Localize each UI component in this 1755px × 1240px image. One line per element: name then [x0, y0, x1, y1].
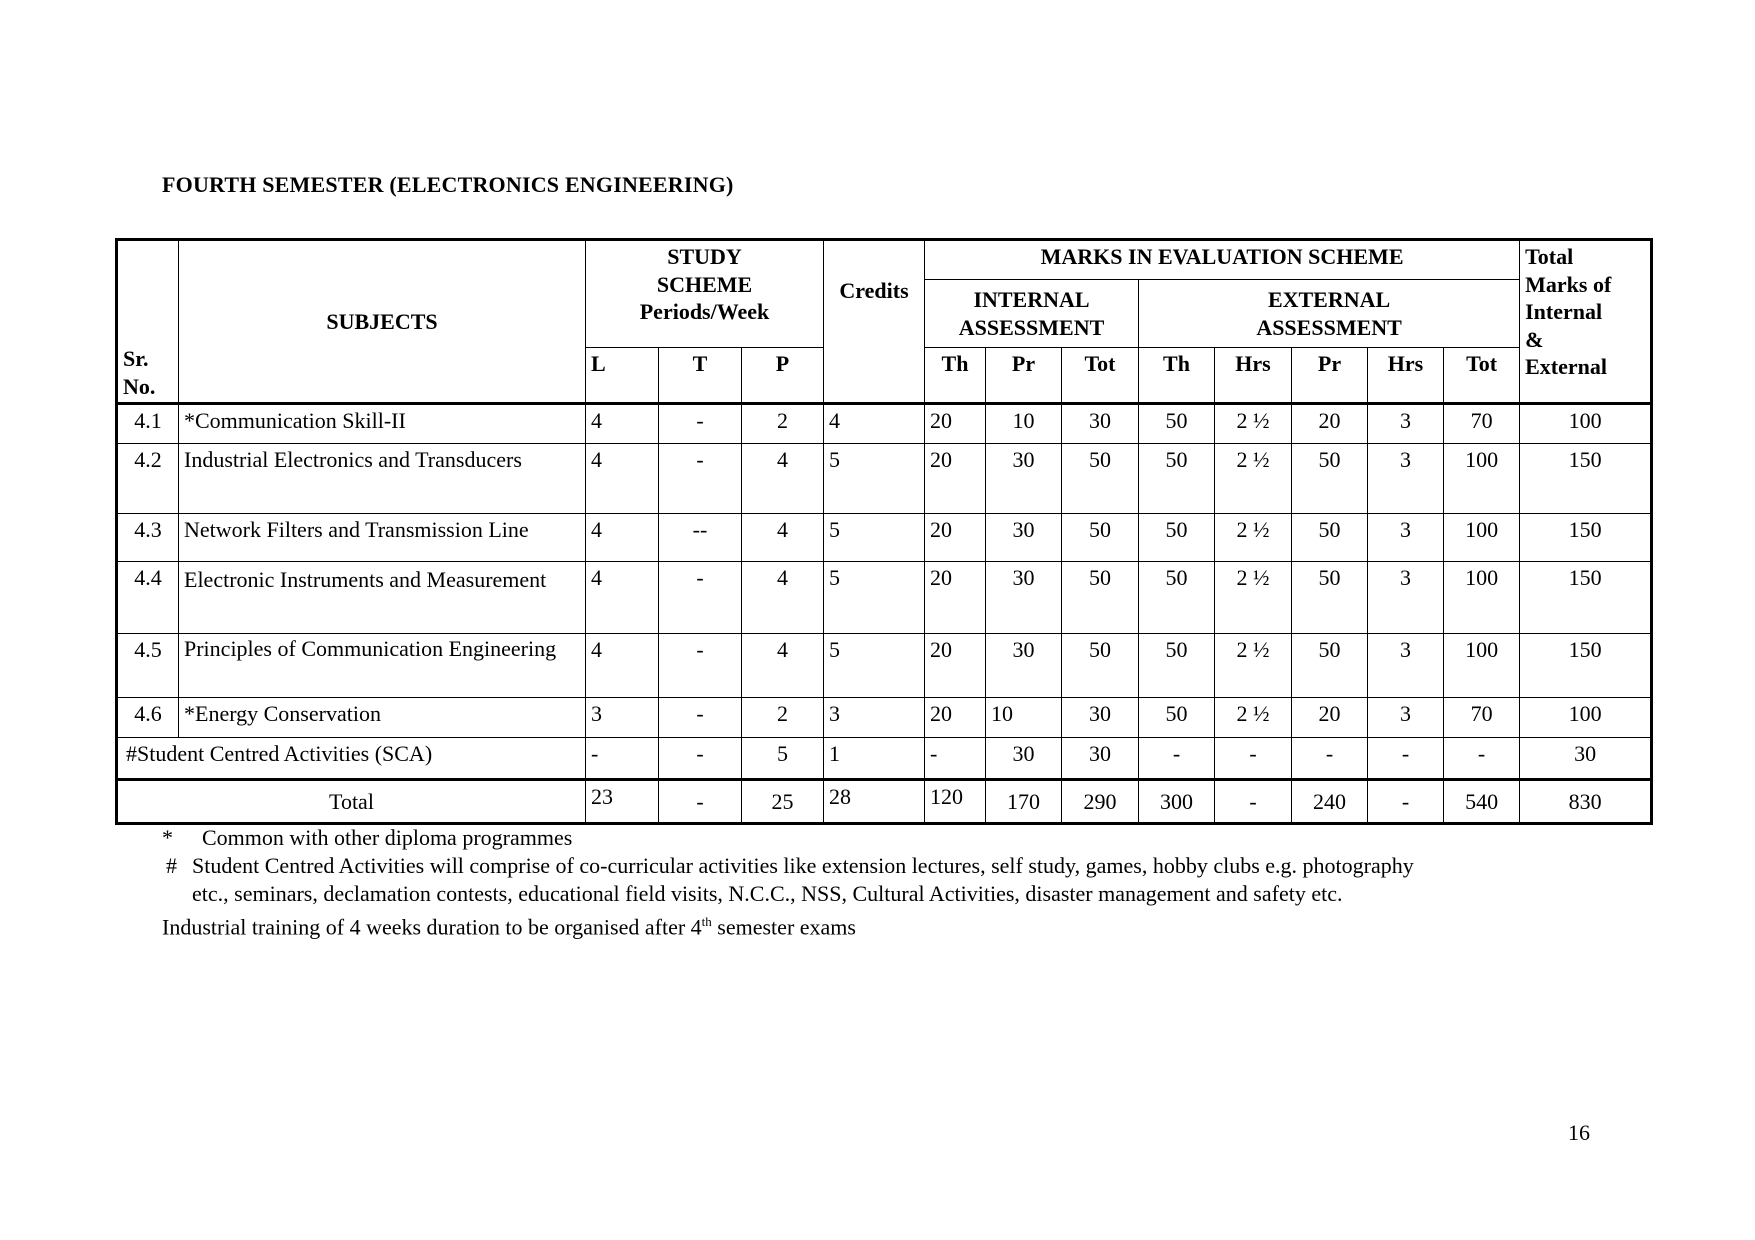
cell-total-marks: 30	[1520, 738, 1652, 780]
cell-ext-pr-hrs: 3	[1368, 444, 1444, 514]
header-t: T	[659, 348, 742, 404]
cell-l: 4	[586, 562, 659, 634]
cell-int-pr: 30	[986, 514, 1062, 562]
cell-p: 2	[742, 698, 824, 738]
cell-int-tot: 50	[1062, 444, 1139, 514]
cell-t: -	[659, 634, 742, 698]
cell-ext-th-hrs: 2 ½	[1215, 634, 1292, 698]
cell-int-pr: 10	[986, 404, 1062, 444]
cell-int-th: 20	[925, 562, 986, 634]
footnote-common	[162, 824, 1414, 852]
training-text-sup: th	[701, 914, 712, 929]
total-ext-th-hrs: -	[1215, 780, 1292, 824]
table-row	[117, 698, 1652, 738]
cell-int-pr: 30	[986, 738, 1062, 780]
cell-t: -	[659, 404, 742, 444]
cell-ext-th-hrs: 2 ½	[1215, 444, 1292, 514]
evaluation-scheme-table	[115, 238, 1653, 825]
cell-int-tot: 50	[1062, 514, 1139, 562]
total-p: 25	[742, 780, 824, 824]
header-total-marks: Total Marks of Internal & External	[1520, 240, 1652, 404]
header-external: EXTERNAL ASSESSMENT	[1139, 280, 1520, 348]
cell-t: -	[659, 738, 742, 780]
cell-p: 5	[742, 738, 824, 780]
cell-total-marks: 150	[1520, 634, 1652, 698]
table-row	[117, 634, 1652, 698]
cell-ext-th: 50	[1139, 562, 1215, 634]
cell-ext-tot: 100	[1444, 562, 1520, 634]
header-ext-th: Th	[1139, 348, 1215, 404]
header-sr-no: Sr. No.	[117, 240, 179, 404]
cell-t: -	[659, 698, 742, 738]
cell-l: 4	[586, 404, 659, 444]
cell-ext-tot: 100	[1444, 634, 1520, 698]
sca-label: #Student Centred Activities (SCA)	[117, 738, 586, 780]
total-int-pr: 170	[986, 780, 1062, 824]
cell-credits: 5	[824, 514, 925, 562]
cell-credits: 4	[824, 404, 925, 444]
cell-int-th: 20	[925, 514, 986, 562]
total-t: -	[659, 780, 742, 824]
cell-l: 4	[586, 634, 659, 698]
cell-p: 4	[742, 562, 824, 634]
header-int-tot: Tot	[1062, 348, 1139, 404]
cell-int-tot: 30	[1062, 404, 1139, 444]
row-subject: *Communication Skill-II	[179, 404, 586, 444]
table-row	[117, 404, 1652, 444]
cell-t: -	[659, 444, 742, 514]
cell-ext-pr-hrs: 3	[1368, 562, 1444, 634]
total-marks: 830	[1520, 780, 1652, 824]
header-int-pr: Pr	[986, 348, 1062, 404]
row-subject: Principles of Communication Engineering	[179, 634, 586, 698]
cell-total-marks: 100	[1520, 698, 1652, 738]
cell-int-th: 20	[925, 444, 986, 514]
row-subject: Electronic Instruments and Measurement	[179, 562, 586, 634]
total-credits: 28	[824, 780, 925, 824]
page-number: 16	[1568, 1120, 1590, 1145]
cell-ext-th: 50	[1139, 444, 1215, 514]
cell-ext-pr: 20	[1292, 404, 1368, 444]
total-label: Total	[117, 780, 586, 824]
cell-ext-th-hrs: 2 ½	[1215, 562, 1292, 634]
cell-int-pr: 10	[986, 698, 1062, 738]
cell-l: -	[586, 738, 659, 780]
cell-ext-th-hrs: 2 ½	[1215, 698, 1292, 738]
cell-credits: 5	[824, 634, 925, 698]
row-subject: *Energy Conservation	[179, 698, 586, 738]
cell-int-tot: 30	[1062, 698, 1139, 738]
total-ext-pr-hrs: -	[1368, 780, 1444, 824]
row-sr: 4.1	[117, 404, 179, 444]
cell-l: 4	[586, 514, 659, 562]
row-sr: 4.6	[117, 698, 179, 738]
footnote-sca-continued	[162, 880, 1414, 908]
header-credits: Credits	[824, 240, 925, 404]
page-heading: FOURTH SEMESTER (ELECTRONICS ENGINEERING)	[162, 172, 734, 197]
cell-ext-pr: 50	[1292, 562, 1368, 634]
header-int-th: Th	[925, 348, 986, 404]
cell-ext-th: -	[1139, 738, 1215, 780]
total-ext-th: 300	[1139, 780, 1215, 824]
cell-ext-th: 50	[1139, 698, 1215, 738]
cell-p: 4	[742, 514, 824, 562]
header-marks-scheme: MARKS IN EVALUATION SCHEME	[925, 240, 1520, 280]
footnote-industrial-training	[162, 908, 1414, 941]
table-row	[117, 444, 1652, 514]
header-ext-pr-hrs: Hrs	[1368, 348, 1444, 404]
cell-int-tot: 30	[1062, 738, 1139, 780]
cell-ext-tot: -	[1444, 738, 1520, 780]
row-sr: 4.2	[117, 444, 179, 514]
cell-ext-pr-hrs: 3	[1368, 698, 1444, 738]
cell-p: 4	[742, 444, 824, 514]
total-row	[117, 780, 1652, 824]
footnotes	[162, 824, 1414, 941]
header-ext-th-hrs: Hrs	[1215, 348, 1292, 404]
cell-credits: 5	[824, 562, 925, 634]
footnote-sca-line2: etc., seminars, declamation contests, educational field visits, N.C.C., NSS, Cultural Activities, disaster management and safety etc.	[192, 881, 1343, 906]
cell-total-marks: 100	[1520, 404, 1652, 444]
cell-int-th: -	[925, 738, 986, 780]
cell-total-marks: 150	[1520, 444, 1652, 514]
cell-credits: 1	[824, 738, 925, 780]
sca-row	[117, 738, 1652, 780]
cell-int-tot: 50	[1062, 634, 1139, 698]
table-row	[117, 514, 1652, 562]
cell-t: --	[659, 514, 742, 562]
cell-ext-tot: 100	[1444, 444, 1520, 514]
cell-ext-th: 50	[1139, 634, 1215, 698]
header-p: P	[742, 348, 824, 404]
cell-credits: 3	[824, 698, 925, 738]
footnote-hash: #	[166, 853, 177, 878]
cell-ext-pr: 50	[1292, 634, 1368, 698]
cell-ext-pr-hrs: 3	[1368, 634, 1444, 698]
row-sr: 4.3	[117, 514, 179, 562]
cell-int-th: 20	[925, 404, 986, 444]
cell-int-pr: 30	[986, 562, 1062, 634]
cell-ext-th-hrs: 2 ½	[1215, 514, 1292, 562]
header-study-scheme: STUDY SCHEME Periods/Week	[586, 240, 824, 348]
cell-ext-pr: -	[1292, 738, 1368, 780]
training-text-post: semester exams	[711, 914, 856, 940]
cell-ext-pr-hrs: 3	[1368, 404, 1444, 444]
cell-t: -	[659, 562, 742, 634]
header-internal: INTERNAL ASSESSMENT	[925, 280, 1139, 348]
total-ext-pr: 240	[1292, 780, 1368, 824]
total-ext-tot: 540	[1444, 780, 1520, 824]
cell-ext-tot: 70	[1444, 404, 1520, 444]
cell-l: 4	[586, 444, 659, 514]
cell-p: 4	[742, 634, 824, 698]
cell-ext-th-hrs: -	[1215, 738, 1292, 780]
cell-ext-tot: 100	[1444, 514, 1520, 562]
cell-credits: 5	[824, 444, 925, 514]
footnote-asterisk: *	[162, 825, 173, 850]
header-ext-tot: Tot	[1444, 348, 1520, 404]
cell-int-th: 20	[925, 634, 986, 698]
cell-p: 2	[742, 404, 824, 444]
cell-ext-pr-hrs: 3	[1368, 514, 1444, 562]
cell-int-pr: 30	[986, 444, 1062, 514]
cell-ext-pr: 50	[1292, 444, 1368, 514]
row-subject: Network Filters and Transmission Line	[179, 514, 586, 562]
table-row	[117, 562, 1652, 634]
header-ext-pr: Pr	[1292, 348, 1368, 404]
cell-ext-th: 50	[1139, 404, 1215, 444]
cell-l: 3	[586, 698, 659, 738]
footnote-sca-line1: Student Centred Activities will comprise of co-curricular activities like extension lectures, self study, games, hobby clubs e.g. photography	[192, 853, 1414, 878]
cell-int-th: 20	[925, 698, 986, 738]
row-sr: 4.4	[117, 562, 179, 634]
cell-total-marks: 150	[1520, 562, 1652, 634]
cell-ext-pr-hrs: -	[1368, 738, 1444, 780]
footnote-common-text: Common with other diploma programmes	[202, 825, 573, 850]
header-subjects: SUBJECTS	[179, 240, 586, 404]
footnote-sca	[162, 852, 1414, 880]
cell-ext-th-hrs: 2 ½	[1215, 404, 1292, 444]
training-text-pre: Industrial training of 4 weeks duration to be organised after 4	[162, 914, 702, 940]
total-int-th: 120	[925, 780, 986, 824]
cell-ext-pr: 50	[1292, 514, 1368, 562]
cell-total-marks: 150	[1520, 514, 1652, 562]
row-sr: 4.5	[117, 634, 179, 698]
total-int-tot: 290	[1062, 780, 1139, 824]
cell-int-tot: 50	[1062, 562, 1139, 634]
cell-int-pr: 30	[986, 634, 1062, 698]
row-subject: Industrial Electronics and Transducers	[179, 444, 586, 514]
cell-ext-pr: 20	[1292, 698, 1368, 738]
cell-ext-th: 50	[1139, 514, 1215, 562]
header-l: L	[586, 348, 659, 404]
total-l: 23	[586, 780, 659, 824]
cell-ext-tot: 70	[1444, 698, 1520, 738]
